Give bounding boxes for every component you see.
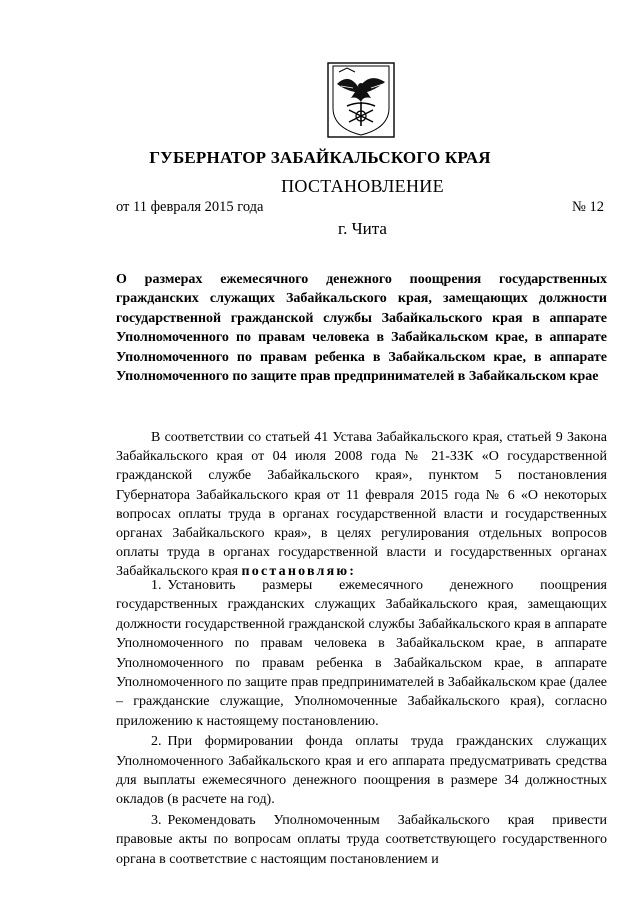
decree-items xyxy=(116,576,607,870)
decree-item-3 xyxy=(116,811,607,869)
document-date: от 11 февраля 2015 года xyxy=(116,199,264,215)
item-number: 2. xyxy=(151,734,162,750)
item-text: Установить размеры ежемесячного денежного поощрения государственных гражданских служащих Забайкальского края, замещающих должности государственной гражданской службы Забайкальского края в аппарате Уполномоченного по правам человека в Забайкальском крае, в аппарате Уполномоченного по правам ребенка в Забайкальском крае, в аппарате Уполномоченного по защите прав предпринимателей в Забайкальском крае (далее – гражданские служащие, Уполномоченные Забайкальского края), согласно приложению к настоящему постановлению. xyxy=(116,578,607,729)
document-city: г. Чита xyxy=(338,219,387,238)
decree-item-1 xyxy=(116,576,607,731)
item-number: 1. xyxy=(151,578,162,593)
document-type: ПОСТАНОВЛЕНИЕ xyxy=(281,176,444,196)
item-text: При формировании фонда оплаты труда гражданских служащих Уполномоченного Забайкальского края и его аппарата предусматривать средства для выплаты ежемесячного денежного поощрения в размере 34 должностных окладов (в расчете на год). xyxy=(116,734,607,808)
decree-word: постановляю: xyxy=(241,564,357,580)
preamble-text: В соответствии со статьей 41 Устава Забайкальского края, статьей 9 Закона Забайкальского края от 04 июля 2008 года № 21-ЗЗК «О государственной гражданской службе Забайкальского края», пунктом 5 постановления Губернатора Забайкальского края от 11 февраля 2015 года № 6 «О некоторых вопросах оплаты труда в органах государственной власти и государственных органах Забайкальского края», в целях регулирования отдельных вопросов оплаты труда в органах государственной власти и государственных органах Забайкальского края xyxy=(116,430,607,580)
coat-of-arms-emblem-icon xyxy=(327,62,395,138)
preamble-paragraph xyxy=(116,428,607,582)
document-number: № 12 xyxy=(572,199,604,215)
authority-title: ГУБЕРНАТОР ЗАБАЙКАЛЬСКОГО КРАЯ xyxy=(149,148,491,167)
document-subject: О размерах ежемесячного денежного поощрения государственных гражданских служащих Забайкальского края, замещающих должности государственной гражданской службы Забайкальского края в аппарате Уполномоченного по правам человека в Забайкальском крае, в аппарате Уполномоченного по правам ребенка в Забайкальском крае, в аппарате Уполномоченного по защите прав предпринимателей в Забайкальском крае xyxy=(116,272,607,385)
item-text: Рекомендовать Уполномоченным Забайкальского края привести правовые акты по вопросам оплаты труда соответствующего государственного органа в соответствие с настоящим постановлением и xyxy=(116,812,607,867)
item-number: 3. xyxy=(151,812,162,828)
decree-item-2 xyxy=(116,732,607,810)
